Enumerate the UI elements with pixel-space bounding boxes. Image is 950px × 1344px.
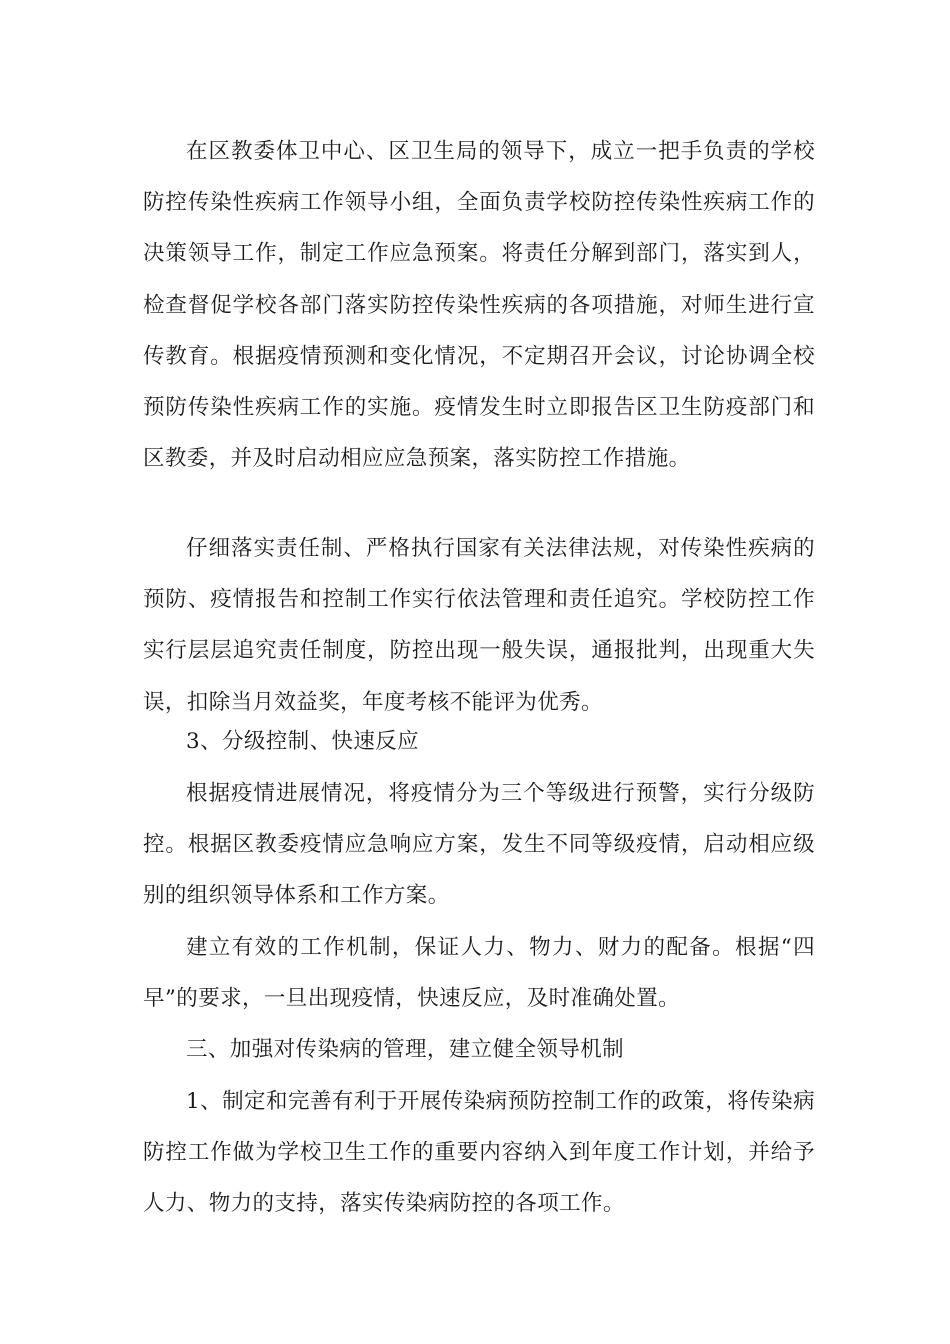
paragraph-work-mechanism: 建立有效的工作机制，保证人力、物力、财力的配备。根据“四早”的要求，一旦出现疫情，快速反应，及时准确处置。 bbox=[143, 935, 815, 1012]
paragraph-policy: 1、制定和完善有利于开展传染病预防控制工作的政策，将传染病防控工作做为学校卫生工作的重要内容纳入到年度工作计划，并给予人力、物力的支持，落实传染病防控的各项工作。 bbox=[143, 1089, 815, 1217]
paragraph-graded-warning: 根据疫情进展情况，将疫情分为三个等级进行预警，实行分级防控。根据区教委疫情应急响应方案，发生不同等级疫情，启动相应级别的组织领导体系和工作方案。 bbox=[143, 781, 815, 909]
paragraph-responsibility-system: 仔细落实责任制、严格执行国家有关法律法规，对传染性疾病的预防、疫情报告和控制工作实行依法管理和责任追究。学校防控工作实行层层追究责任制度，防控出现一般失误，通报批判，出现重大失误，扣除当月效益奖，年度考核不能评为优秀。 bbox=[143, 536, 815, 715]
heading-graded-control: 3、分级控制、快速反应 bbox=[186, 729, 420, 754]
paragraph-leadership-group: 在区教委体卫中心、区卫生局的领导下，成立一把手负责的学校防控传染性疾病工作领导小组，全面负责学校防控传染性疾病工作的决策领导工作，制定工作应急预案。将责任分解到部门，落实到人，检查督促学校各部门落实防控传染性疾病的各项措施，对师生进行宣传教育。根据疫情预测和变化情况，不定期召开会议，讨论协调全校预防传染性疾病工作的实施。疫情发生时立即报告区卫生防疫部门和区教委，并及时启动相应应急预案，落实防控工作措施。 bbox=[143, 139, 815, 472]
heading-section-three: 三、加强对传染病的管理，建立健全领导机制 bbox=[186, 1037, 625, 1062]
